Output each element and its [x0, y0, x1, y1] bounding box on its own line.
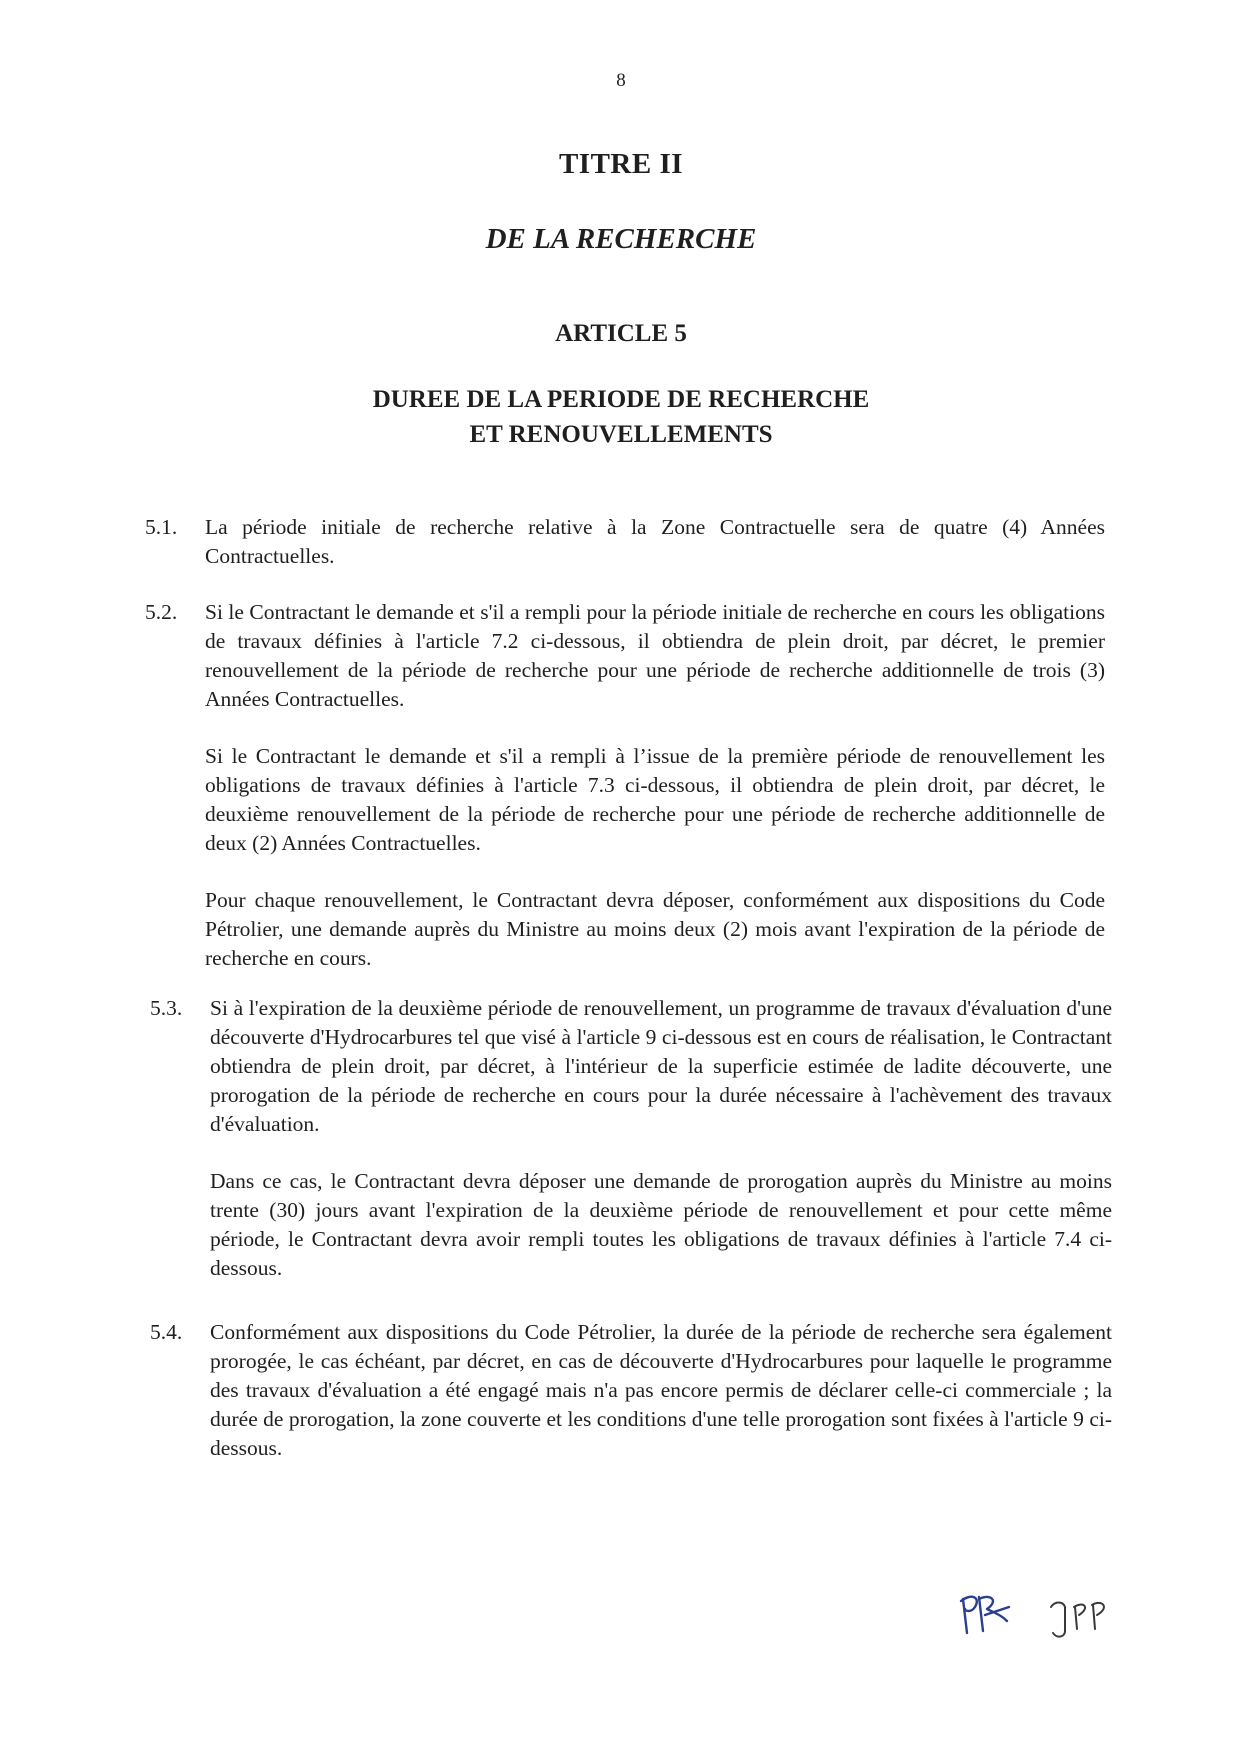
page-number: 8: [616, 70, 626, 91]
clause-paragraph: Dans ce cas, le Contractant devra déposer une demande de prorogation auprès du Ministre au moins trente (30) jours avant l'expiration de la deuxième période de renouvellement et pour cette même période, le Contractant devra avoir rempli toutes les obligations de travaux définies à l'article 7.4 ci-dessous.: [210, 1169, 1112, 1280]
clause-paragraph: Si le Contractant le demande et s'il a rempli pour la période initiale de recherche en cours les obligations de travaux définies à l'article 7.2 ci-dessous, il obtiendra de plein droit, par décret, le premier renouvellement de la période de recherche pour une période de recherche additionnelle de trois (3) Années Contractuelles.: [205, 600, 1105, 711]
clause-paragraph: Si le Contractant le demande et s'il a rempli à l’issue de la première période de renouvellement les obligations de travaux définies à l'article 7.3 ci-dessous, il obtiendra de plein droit, par décret, le deuxième renouvellement de la période de recherche pour une période de recherche additionnelle de deux (2) Années Contractuelles.: [205, 744, 1105, 855]
clause-body: [210, 1318, 1112, 1463]
handwritten-initials: [955, 1585, 1135, 1645]
clause-5-4: [150, 1318, 1112, 1491]
article-title-line-1: DUREE DE LA PERIODE DE RECHERCHE: [372, 386, 870, 413]
initials-signature-2: [1051, 1603, 1104, 1637]
clause-number: 5.3.: [150, 996, 183, 1020]
initials-signature-1: [961, 1597, 1009, 1633]
clause-paragraph: Pour chaque renouvellement, le Contractant devra déposer, conformément aux dispositions du Code Pétrolier, une demande auprès du Ministre au moins deux (2) mois avant l'expiration de la période de recherche en cours.: [205, 888, 1105, 970]
clause-paragraph: Conformément aux dispositions du Code Pétrolier, la durée de la période de recherche sera également prorogée, le cas échéant, par décret, en cas de découverte d'Hydrocarbures pour laquelle le programme des travaux d'évaluation a été engagé mais n'a pas encore permis de déclarer celle-ci commerciale ; la durée de prorogation, la zone couverte et les conditions d'une telle prorogation sont fixées à l'article 9 ci-dessous.: [210, 1320, 1112, 1460]
clause-5-2: [145, 598, 1105, 1001]
clause-number: 5.2.: [145, 600, 178, 624]
clause-5-1: [145, 513, 1105, 599]
clause-body: [205, 513, 1105, 571]
title-subtitle: DE LA RECHERCHE: [485, 223, 757, 255]
article-title-line-2: ET RENOUVELLEMENTS: [469, 421, 773, 448]
article-heading: ARTICLE 5: [555, 320, 687, 347]
clause-paragraph: La période initiale de recherche relative à la Zone Contractuelle sera de quatre (4) Années Contractuelles.: [205, 515, 1105, 568]
clause-number: 5.1.: [145, 515, 178, 539]
clause-5-3: [150, 994, 1112, 1311]
clause-paragraph: Si à l'expiration de la deuxième période de renouvellement, un programme de travaux d'évaluation d'une découverte d'Hydrocarbures tel que visé à l'article 9 ci-dessous est en cours de réalisation, le Contractant obtiendra de plein droit, par décret, à l'intérieur de la superficie estimée de ladite découverte, une prorogation de la période de recherche en cours pour la durée nécessaire à l'achèvement des travaux d'évaluation.: [210, 996, 1112, 1136]
clause-body: [210, 994, 1112, 1283]
clause-body: [205, 598, 1105, 973]
clause-number: 5.4.: [150, 1320, 183, 1344]
title-part: TITRE II: [558, 148, 684, 180]
